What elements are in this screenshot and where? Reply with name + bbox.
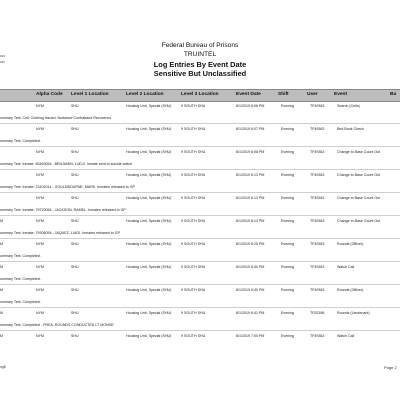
cell-level1: SHU — [71, 150, 79, 154]
cell-level1: SHU — [71, 311, 79, 315]
cell-alpha-code: NYM — [36, 288, 44, 292]
col-shift: Shift — [278, 92, 289, 97]
cell-event: Change to Base Count Out — [337, 150, 381, 154]
col-ba: Ba — [390, 92, 397, 97]
report-title: Log Entries By Event Date — [153, 60, 247, 69]
table-row — [0, 310, 400, 321]
cell-event: Watch Call — [337, 265, 355, 269]
cell-event: Rounds (Officer) — [337, 288, 364, 292]
cell-prefix: M — [0, 265, 3, 269]
cell-level1: SHU — [71, 104, 79, 108]
cell-event-date: 8/1/2019 6:13 PM — [236, 196, 265, 200]
cell-prefix: M — [0, 288, 3, 292]
cell-level3: 9 SOUTH SHU — [181, 127, 206, 131]
footer-code: ng8 — [0, 365, 6, 369]
cell-level2: Housing Unit, Special (SHU) — [126, 334, 172, 338]
table-row — [0, 195, 400, 206]
summary-text: ummary Text: Completed. — [0, 139, 41, 143]
cell-level3: 9 SOUTH SHU — [181, 242, 206, 246]
cell-alpha-code: NYM — [36, 150, 44, 154]
cell-level3: 9 SOUTH SHU — [181, 173, 206, 177]
summary-row — [0, 161, 400, 170]
cell-level3: 9 SOUTH SHU — [181, 219, 206, 223]
cell-shift: Evening — [281, 150, 294, 154]
col-user: User — [307, 92, 318, 97]
system-title: TRUINTEL — [183, 51, 217, 58]
cell-level2: Housing Unit, Special (SHU) — [126, 219, 172, 223]
cell-event: Change to Base Count Out — [337, 196, 381, 200]
cell-prefix: M — [0, 311, 3, 315]
cell-user: TF52396 — [310, 311, 325, 315]
summary-row — [0, 322, 400, 331]
cell-level3: 9 SOUTH SHU — [181, 265, 206, 269]
cell-user: TF49363 — [310, 150, 325, 154]
summary-row — [0, 230, 400, 239]
cell-level2: Housing Unit, Special (SHU) — [126, 104, 172, 108]
cell-shift: Evening — [281, 265, 294, 269]
cell-level2: Housing Unit, Special (SHU) — [126, 196, 172, 200]
cell-shift: Evening — [281, 242, 294, 246]
cell-prefix: M — [0, 334, 3, 338]
cell-event-date: 8/1/2019 6:06 PM — [236, 104, 265, 108]
cell-event: Bed Book Check — [337, 127, 364, 131]
summary-row — [0, 207, 400, 216]
cell-level3: 9 SOUTH SHU — [181, 334, 206, 338]
cell-user: TF49363 — [310, 219, 325, 223]
corner-text-1: 019 — [0, 54, 6, 58]
cell-level1: SHU — [71, 334, 79, 338]
cell-level2: Housing Unit, Special (SHU) — [126, 127, 172, 131]
table-row — [0, 333, 400, 344]
summary-text: ummary Text: Completed - PREA, ROUNDS CONDUCTED LT MONGE — [0, 323, 114, 327]
cell-event: Rounds (Officer) — [337, 242, 364, 246]
summary-row — [0, 276, 400, 285]
summary-text: ummary Text: Completed. — [0, 300, 41, 304]
cell-event-date: 8/1/2019 6:41 PM — [236, 311, 265, 315]
classification-label: Sensitive But Unclassified — [153, 69, 247, 78]
summary-text: ummary Text: Completed. — [0, 277, 41, 281]
cell-alpha-code: NYM — [36, 311, 44, 315]
cell-event: Change to Base Count Out — [337, 173, 381, 177]
cell-event: Watch Call — [337, 334, 355, 338]
cell-event-date: 8/1/2019 7:00 PM — [236, 334, 265, 338]
cell-level1: SHU — [71, 288, 79, 292]
cell-shift: Evening — [281, 196, 294, 200]
cell-shift: Evening — [281, 104, 294, 108]
cell-level3: 9 SOUTH SHU — [181, 196, 206, 200]
col-event-date: Event Date — [236, 92, 261, 97]
cell-alpha-code: NYM — [36, 173, 44, 177]
table-row — [0, 241, 400, 252]
summary-text: ummary Text: Completed. — [0, 254, 41, 258]
cell-level1: SHU — [71, 219, 79, 223]
summary-text: ummary Text: Cell: Clothing Issued, Nuisance Contraband Recovered. — [0, 116, 112, 120]
cell-level2: Housing Unit, Special (SHU) — [126, 150, 172, 154]
cell-prefix: M — [0, 219, 3, 223]
cell-level1: SHU — [71, 173, 79, 177]
table-row — [0, 172, 400, 183]
cell-shift: Evening — [281, 127, 294, 131]
cell-shift: Evening — [281, 173, 294, 177]
cell-event-date: 8/1/2019 6:13 PM — [236, 173, 265, 177]
summary-text: ummary Text: Inmate: 79306054 - JAQUEZ, LUIGI. Inmates released to GP — [0, 231, 120, 235]
cell-shift: Evening — [281, 219, 294, 223]
cell-level2: Housing Unit, Special (SHU) — [126, 265, 172, 269]
col-level3: Level 3 Location — [181, 92, 219, 97]
cell-event-date: 8/1/2019 6:30 PM — [236, 265, 265, 269]
cell-event-date: 8/1/2019 6:25 PM — [236, 242, 265, 246]
summary-row — [0, 184, 400, 193]
cell-level3: 9 SOUTH SHU — [181, 311, 206, 315]
cell-level3: 9 SOUTH SHU — [181, 104, 206, 108]
cell-event-date: 8/1/2019 6:07 PM — [236, 127, 265, 131]
cell-shift: Evening — [281, 334, 294, 338]
cell-alpha-code: NYM — [36, 219, 44, 223]
cell-event: Rounds (Lieutenant) — [337, 311, 370, 315]
summary-row — [0, 115, 400, 124]
cell-alpha-code: NYM — [36, 265, 44, 269]
table-row — [0, 149, 400, 160]
cell-shift: Evening — [281, 288, 294, 292]
table-row — [0, 126, 400, 137]
cell-level1: SHU — [71, 127, 79, 131]
cell-event-date: 8/1/2019 6:13 PM — [236, 219, 265, 223]
summary-row — [0, 253, 400, 262]
summary-text: ummary Text: Inmate: 23102014 - GOULDBOURNE, MARK. Inmates released to GP — [0, 185, 135, 189]
cell-level1: SHU — [71, 196, 79, 200]
cell-user: TF49363 — [310, 173, 325, 177]
cell-user: TF49363 — [310, 196, 325, 200]
cell-user: TF49363 — [310, 242, 325, 246]
cell-alpha-code: NYM — [36, 334, 44, 338]
summary-row — [0, 299, 400, 308]
cell-alpha-code: NYM — [36, 196, 44, 200]
cell-level2: Housing Unit, Special (SHU) — [126, 311, 172, 315]
cell-event: Change to Base Count Out — [337, 219, 381, 223]
cell-shift: Evening — [281, 311, 294, 315]
col-level2: Level 2 Location — [126, 92, 164, 97]
cell-event-date: 8/1/2019 6:08 PM — [236, 150, 265, 154]
table-row — [0, 264, 400, 275]
summary-text: ummary Text: Inmate: 79729054 - JACKSON, RAMEL. Inmates released to GP — [0, 208, 126, 212]
cell-alpha-code: NYM — [36, 242, 44, 246]
column-header-row — [0, 89, 400, 102]
cell-level3: 9 SOUTH SHU — [181, 288, 206, 292]
cell-user: TF49363 — [310, 288, 325, 292]
cell-alpha-code: NYM — [36, 127, 44, 131]
col-alpha-code: Alpha Code — [36, 92, 63, 97]
cell-level2: Housing Unit, Special (SHU) — [126, 242, 172, 246]
table-row — [0, 103, 400, 114]
cell-user: TF49363 — [310, 104, 325, 108]
cell-event-date: 8/1/2019 6:40 PM — [236, 288, 265, 292]
cell-level1: SHU — [71, 265, 79, 269]
summary-text: ummary Text: Inmate: 80463054 - BENJAMIN, LUDJI. Inmate sent to suicide watch — [0, 162, 133, 166]
summary-row — [0, 138, 400, 147]
cell-user: TF49363 — [310, 334, 325, 338]
col-event: Event — [334, 92, 348, 97]
cell-alpha-code: NYM — [36, 104, 44, 108]
cell-level1: SHU — [71, 242, 79, 246]
cell-level3: 9 SOUTH SHU — [181, 150, 206, 154]
cell-level2: Housing Unit, Special (SHU) — [126, 173, 172, 177]
cell-user: TF49363 — [310, 127, 325, 131]
cell-prefix: M — [0, 242, 3, 246]
table-row — [0, 287, 400, 298]
cell-event: Search (Cells) — [337, 104, 360, 108]
cell-user: TF49363 — [310, 265, 325, 269]
col-level1: Level 1 Location — [71, 92, 109, 97]
page-number: Page 2 — [384, 365, 397, 370]
corner-text-2: AM — [0, 60, 5, 64]
table-row — [0, 218, 400, 229]
cell-level2: Housing Unit, Special (SHU) — [126, 288, 172, 292]
agency-title: Federal Bureau of Prisons — [161, 42, 239, 49]
